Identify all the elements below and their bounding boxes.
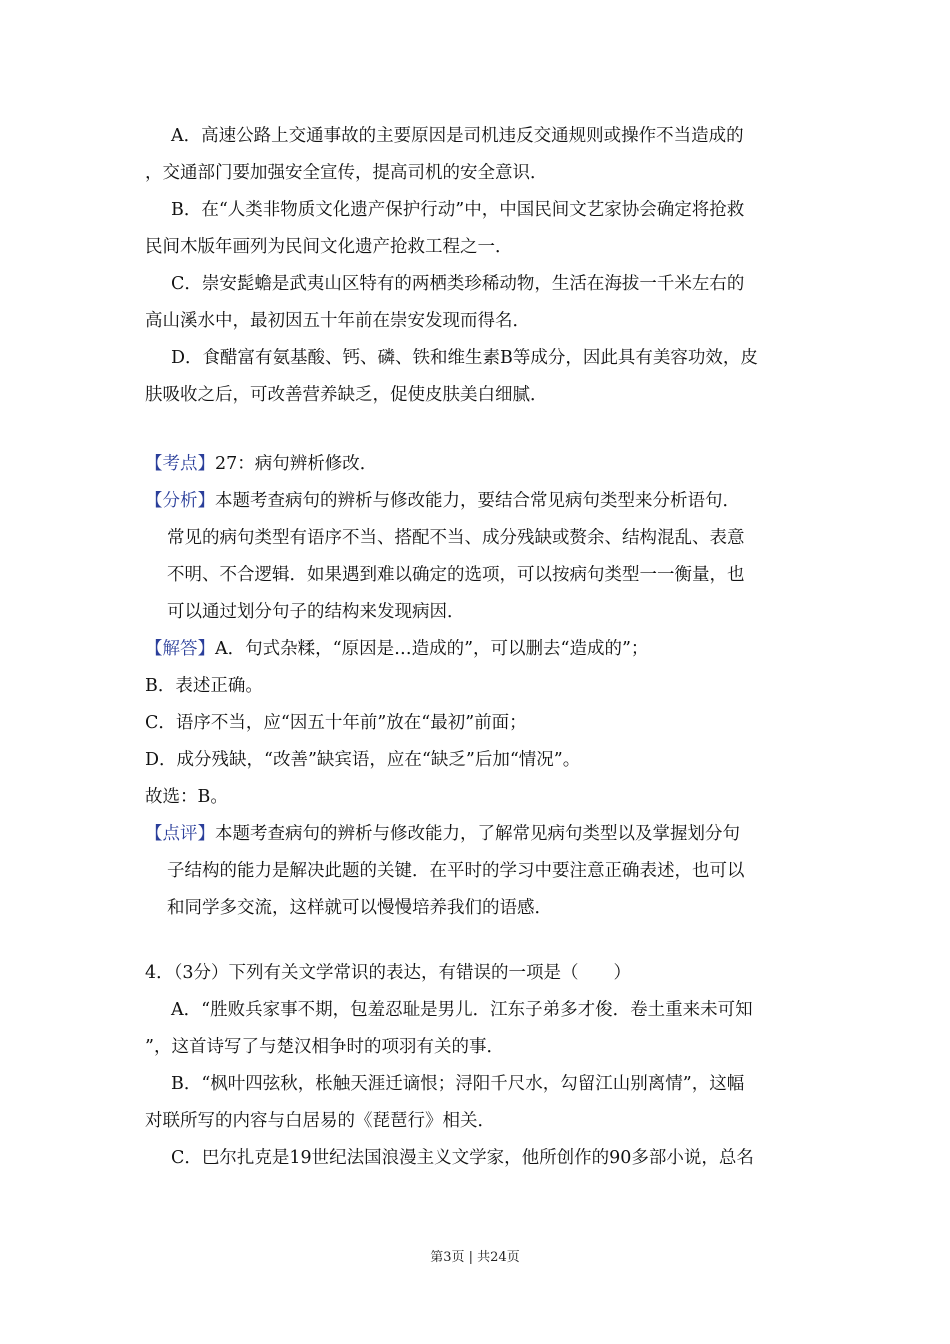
q3-option-a-line2: ，交通部门要加强安全宣传，提高司机的安全意识．	[145, 163, 548, 183]
jieda-line2: B．表述正确。	[145, 676, 263, 696]
fenxi-tag: 【分析】	[145, 491, 215, 511]
kaodian-line	[145, 446, 810, 483]
q3-option-b-line1: B．在“人类非物质文化遗产保护行动”中，中国民间文艺家协会确定将抢救	[171, 200, 745, 220]
jieda-line1	[145, 631, 810, 668]
dianping-text: 本题考查病句的辨析与修改能力，了解常见病句类型以及掌握划分句	[215, 824, 740, 844]
fenxi-line4: 可以通过划分句子的结构来发现病因．	[167, 602, 465, 622]
q3-option-b-line2: 民间木版年画列为民间文化遗产抢救工程之一．	[145, 237, 513, 257]
jieda-line3: C．语序不当，应“因五十年前”放在“最初”前面；	[145, 713, 527, 733]
fenxi-line1	[145, 483, 810, 520]
kaodian-text: 27：病句辨析修改．	[215, 454, 378, 474]
jieda-line5: 故选：B。	[145, 787, 228, 807]
fenxi-line2: 常见的病句类型有语序不当、搭配不当、成分残缺或赘余、结构混乱、表意	[167, 528, 745, 548]
dianping-line1	[145, 816, 810, 853]
dianping-line2: 子结构的能力是解决此题的关键．在平时的学习中要注意正确表述，也可以	[167, 861, 745, 881]
q3-option-c-line2: 高山溪水中，最初因五十年前在崇安发现而得名．	[145, 311, 530, 331]
q4-option-a-line1: A．“胜败兵家事不期，包羞忍耻是男儿．江东子弟多才俊．卷土重来未可知	[171, 1000, 753, 1020]
q4-option-b-line1: B．“枫叶四弦秋，枨触天涯迁谪恨；浔阳千尺水，勾留江山别离情”，这幅	[171, 1074, 745, 1094]
q3-option-c-line1: C．崇安髭蟾是武夷山区特有的两栖类珍稀动物，生活在海拔一千米左右的	[171, 274, 745, 294]
jieda-tag: 【解答】	[145, 639, 215, 659]
q3-option-a-line1: A．高速公路上交通事故的主要原因是司机违反交通规则或操作不当造成的	[171, 126, 744, 146]
q4-stem: 4．（3分）下列有关文学常识的表达，有错误的一项是（ ）	[145, 963, 632, 983]
q4-option-c-line1: C．巴尔扎克是19世纪法国浪漫主义文学家，他所创作的90多部小说，总名	[171, 1148, 754, 1168]
jieda-line4: D．成分残缺，“改善”缺宾语，应在“缺乏”后加“情况”。	[145, 750, 581, 770]
q3-option-d-line2: 肤吸收之后，可改善营养缺乏，促使皮肤美白细腻．	[145, 385, 548, 405]
kaodian-tag: 【考点】	[145, 454, 215, 474]
fenxi-line3: 不明、不合逻辑．如果遇到难以确定的选项，可以按病句类型一一衡量，也	[167, 565, 745, 585]
q4-option-b-line2: 对联所写的内容与白居易的《琵琶行》相关．	[145, 1111, 495, 1131]
document-page	[145, 118, 810, 1177]
page-footer: 第3页 | 共24页	[430, 1250, 520, 1265]
q4-option-a-line2: ”，这首诗写了与楚汉相争时的项羽有关的事．	[145, 1037, 504, 1057]
q3-option-d-line1: D．食醋富有氨基酸、钙、磷、铁和维生素B等成分，因此具有美容功效，皮	[171, 348, 758, 368]
dianping-line3: 和同学多交流，这样就可以慢慢培养我们的语感．	[167, 898, 552, 918]
dianping-tag: 【点评】	[145, 824, 215, 844]
fenxi-text: 本题考查病句的辨析与修改能力，要结合常见病句类型来分析语句．	[215, 491, 740, 511]
jieda-text: A．句式杂糅，“原因是…造成的”，可以删去“造成的”；	[215, 639, 649, 659]
